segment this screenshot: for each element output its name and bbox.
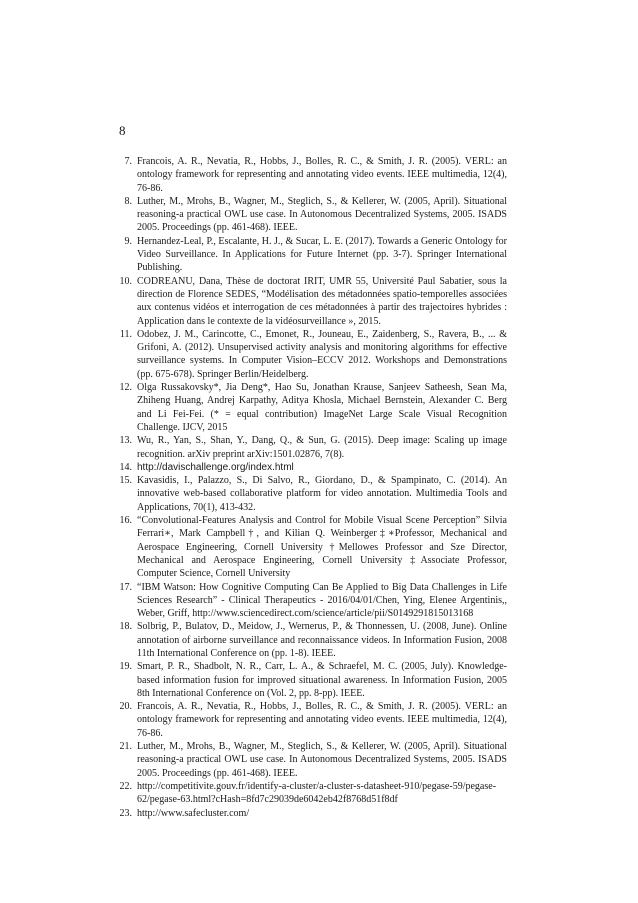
reference-item — [111, 461, 507, 474]
reference-text: “Convolutional-Features Analysis and Control for Mobile Visual Scene Perception” Silvia Ferrari∗, Mark Campbell†, and Kilian Q. Weinberger‡∗Professor, Mechanical and Aerospace Engineering, Cornell University †Mellowes Professor and Sze Director, Mechanical and Aerospace Engineering, Cornell University ‡Associate Professor, Computer Science, Cornell University — [137, 515, 507, 580]
reference-item — [111, 434, 507, 461]
reference-number: 13. — [119, 435, 132, 447]
reference-number: 20. — [119, 701, 132, 713]
reference-number: 14. — [119, 461, 132, 473]
reference-text: Luther, M., Mrohs, B., Wagner, M., Steglich, S., & Kellerer, W. (2005, April). Situational reasoning-a practical OWL use case. In Autonomous Decentralized Systems, 2005. ISADS 2005. Proceedings (pp. 461-468). IEEE. — [137, 195, 507, 234]
reference-item — [111, 235, 507, 275]
reference-number: 12. — [119, 382, 132, 394]
reference-text: Smart, P. R., Shadbolt, N. R., Carr, L. A., & Schraefel, M. C. (2005, July). Knowledge-based information fusion for improved situational awareness. In Information Fusion, 2005 8th International Conference on (Vol. 2, pp. 8-pp). IEEE. — [137, 661, 507, 699]
reference-text: CODREANU, Dana, Thèse de doctorat IRIT, UMR 55, Université Paul Sabatier, sous la direction de Florence SEDES, “Modélisation des métadonnées spatio-temporelles associées aux contenus vidéos et interrogation de ces métadonnées à partir des trajectoires hybrides : Application dans le contexte de la vidéosurveillance », 2015. — [137, 275, 507, 327]
reference-link[interactable]: http://competitivite.gouv.fr/identify-a-cluster/a-cluster-s-datasheet-910/pegase-59/pegase-62/pegase-63.html?cHash=8fd7c29039de6042eb42f8768d51f8df — [137, 780, 497, 806]
reference-number: 19. — [119, 661, 132, 673]
reference-number: 17. — [119, 581, 132, 593]
reference-number: 21. — [119, 741, 132, 753]
reference-number: 16. — [119, 515, 132, 527]
reference-number: 9. — [124, 235, 132, 247]
reference-item — [111, 807, 507, 820]
reference-item — [111, 155, 507, 195]
reference-number: 8. — [124, 195, 132, 207]
reference-item — [111, 581, 507, 621]
reference-text: “IBM Watson: How Cognitive Computing Can Be Applied to Big Data Challenges in Life Sciences Research” - Clinical Therapeutics - 2016/04/01/Chen, Ying, Elenee Argentinis,, Weber, Griff, http://www.sciencedirect.com/science/article/pii/S0149291815013168 — [137, 581, 507, 620]
reference-item — [111, 195, 507, 235]
reference-text: Kavasidis, I., Palazzo, S., Di Salvo, R., Giordano, D., & Spampinato, C. (2014). An innovative web-based collaborative platform for video annotation. Multimedia Tools and Applications, 70(1), 413-432. — [137, 475, 507, 513]
reference-list — [111, 155, 507, 820]
reference-number: 7. — [124, 156, 132, 167]
reference-text: Solbrig, P., Bulatov, D., Meidow, J., Wernerus, P., & Thonnessen, U. (2008, June). Online annotation of airborne surveillance and reconnaissance videos. In Information Fusion, 2008 11th International Conference on (pp. 1-8). IEEE. — [137, 621, 507, 659]
reference-text: Francois, A. R., Nevatia, R., Hobbs, J., Bolles, R. C., & Smith, J. R. (2005). VERL: an ontology framework for representing and annotating video events. IEEE multimedia, 12(4), 76-86. — [137, 701, 507, 739]
reference-item — [111, 514, 507, 580]
reference-number: 15. — [119, 475, 132, 487]
page-number: 8 — [119, 123, 126, 138]
reference-number: 22. — [119, 780, 132, 792]
reference-text: Wu, R., Yan, S., Shan, Y., Dang, Q., & Sun, G. (2015). Deep image: Scaling up image recognition. arXiv preprint arXiv:1501.02876, 7(8). — [137, 435, 507, 460]
reference-number: 10. — [119, 275, 132, 287]
reference-item — [111, 780, 507, 807]
reference-item — [111, 474, 507, 514]
reference-text: Olga Russakovsky*, Jia Deng*, Hao Su, Jonathan Krause, Sanjeev Satheesh, Sean Ma, Zhiheng Huang, Andrej Karpathy, Aditya Khosla, Michael Bernstein, Alexander C. Berg and Li Fei-Fei. (* = equal contribution) ImageNet Large Scale Visual Recognition Challenge. IJCV, 2015 — [137, 382, 507, 433]
reference-link[interactable]: http://www.safecluster.com/ — [137, 807, 250, 819]
reference-item — [111, 660, 507, 700]
reference-item — [111, 700, 507, 740]
reference-item — [111, 381, 507, 434]
reference-text: Odobez, J. M., Carincotte, C., Emonet, R., Jouneau, E., Zaidenberg, S., Ravera, B., ... & Grifoni, A. (2012). Unsupervised activity analysis and monitoring algorithms for effective surveillance systems. In Computer Vision–ECCV 2012. Workshops and Demonstrations (pp. 675-678). Springer Berlin/Heidelberg. — [137, 328, 507, 380]
reference-number: 18. — [119, 621, 132, 633]
reference-item — [111, 620, 507, 660]
reference-item — [111, 275, 507, 328]
reference-text: Hernandez-Leal, P., Escalante, H. J., & Sucar, L. E. (2017). Towards a Generic Ontology for Video Surveillance. In Applications for Future Internet (pp. 3-7). Springer International Publishing. — [137, 235, 507, 274]
reference-text: Luther, M., Mrohs, B., Wagner, M., Steglich, S., & Kellerer, W. (2005, April). Situational reasoning-a practical OWL use case. In Autonomous Decentralized Systems, 2005. ISADS 2005. Proceedings (pp. 461-468). IEEE. — [137, 741, 507, 779]
reference-item — [111, 740, 507, 780]
reference-item — [111, 328, 507, 381]
reference-number: 11. — [119, 328, 132, 340]
reference-text: Francois, A. R., Nevatia, R., Hobbs, J., Bolles, R. C., & Smith, J. R. (2005). VERL: an ontology framework for representing and annotating video events. IEEE multimedia, 12(4), 76-86. — [137, 156, 507, 194]
reference-link[interactable]: http://davischallenge.org/index.html — [137, 461, 294, 473]
reference-number: 23. — [119, 807, 132, 819]
